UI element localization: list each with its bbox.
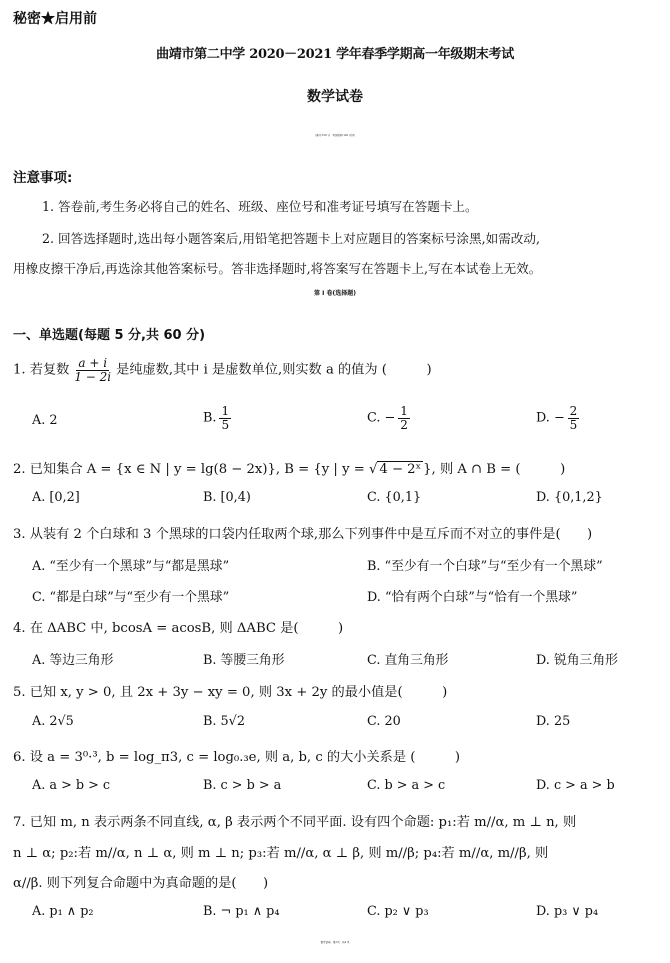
question-3: 3. 从装有 2 个白球和 3 个黑球的口袋内任取两个球,那么下列事件中是互斥而不对立的事件是( ) — [13, 527, 593, 542]
question-2 — [13, 458, 565, 477]
q1-b-num: 1 — [221, 404, 230, 418]
q6-option-c: C. b > a > c — [367, 778, 446, 793]
q1-b-fraction — [219, 405, 231, 431]
q2-option-c: C. {0,1} — [367, 490, 422, 505]
page-footer: 数学试卷 · 第1页 · 共4 页 — [320, 941, 350, 944]
q5-option-a: A. 2√5 — [32, 714, 74, 729]
section-title: 一、单选题(每题 5 分,共 60 分) — [13, 328, 206, 343]
exam-title: 曲靖市第二中学 2020－2021 学年春季学期高一年级期末考试 — [156, 47, 514, 62]
notice-item-2-line-2: 用橡皮擦干净后,再选涂其他答案标号。答非选择题时,将答案写在答题卡上,写在本试卷上无效。 — [13, 261, 542, 276]
q1-prefix: 1. 若复数 — [13, 362, 70, 378]
question-4: 4. 在 ΔABC 中, bcosA = acosB, 则 ΔABC 是( ) — [13, 621, 344, 636]
q1-option-a: A. 2 — [32, 413, 58, 428]
q1-option-c — [367, 405, 413, 431]
q1-option-b — [203, 405, 234, 431]
exam-subtitle: 数学试卷 — [307, 89, 363, 105]
q1-d-den: 5 — [569, 417, 578, 432]
q6-option-b: B. c > b > a — [203, 778, 282, 793]
q6-option-a: A. a > b > c — [32, 778, 111, 793]
q1-option-d — [536, 405, 582, 431]
q1-frac-numerator: a + i — [78, 356, 108, 370]
q1-c-num: 1 — [400, 404, 408, 418]
q1-suffix: 是纯虚数,其中 i 是虚数单位,则实数 a 的值为 ( ) — [116, 362, 432, 378]
q1-d-fraction — [568, 405, 580, 431]
q5-option-d: D. 25 — [536, 714, 571, 729]
sqrt-symbol: √ — [368, 462, 378, 477]
q4-option-b: B. 等腰三角形 — [203, 653, 285, 668]
part-title: 第 I 卷(选择题) — [314, 290, 356, 297]
q2-text-a: 2. 已知集合 A = {x ∈ N | y = lg(8 − 2x)}, B = {y | y = — [13, 462, 369, 477]
q1-c-den: 2 — [400, 417, 408, 432]
q7-option-d: D. p₃ ∨ p₄ — [536, 904, 599, 919]
q3-option-d: D. “恰有两个白球”与“恰有一个黑球” — [367, 590, 578, 605]
question-1 — [13, 357, 432, 383]
notice-item-2-line-1: 2. 回答选择题时,选出每小题答案后,用铅笔把答题卡上对应题目的答案标号涂黑,如需改动, — [42, 231, 541, 246]
q1-b-den: 5 — [221, 417, 230, 432]
question-6: 6. 设 a = 3⁰·³, b = log_π3, c = log₀.₃e, 则 a, b, c 的大小关系是 ( ) — [13, 750, 461, 765]
q2-sqrt-content: 4 − 2ˣ — [379, 462, 422, 477]
question-7-line-3: α//β. 则下列复合命题中为真命题的是( ) — [13, 876, 269, 891]
q1-frac-denominator: 1 − 2i — [74, 369, 112, 384]
q6-option-d: D. c > a > b — [536, 778, 615, 793]
exam-meta: （满分:150 分 考试时间:120 分钟） — [313, 134, 357, 137]
confidential-label: 秘密★启用前 — [13, 11, 97, 27]
q1-b-label: B. — [203, 410, 217, 426]
q7-option-a: A. p₁ ∧ p₂ — [32, 904, 94, 919]
q2-text-b: }, 则 A ∩ B = ( ) — [423, 462, 566, 477]
q5-option-b: B. 5√2 — [203, 714, 245, 729]
notice-heading: 注意事项: — [13, 170, 73, 186]
q7-option-b: B. ¬ p₁ ∧ p₄ — [203, 904, 280, 919]
question-7-line-1: 7. 已知 m, n 表示两条不同直线, α, β 表示两个不同平面. 设有四个命题: p₁:若 m//α, m ⊥ n, 则 — [13, 815, 577, 830]
q1-d-num: 2 — [569, 404, 578, 418]
q4-option-a: A. 等边三角形 — [32, 653, 114, 668]
q4-option-c: C. 直角三角形 — [367, 653, 449, 668]
q3-option-a: A. “至少有一个黑球”与“都是黑球” — [32, 559, 230, 574]
q2-option-b: B. [0,4) — [203, 490, 251, 505]
q1-fraction — [72, 357, 113, 383]
q2-option-a: A. [0,2] — [32, 490, 80, 505]
q5-option-c: C. 20 — [367, 714, 401, 729]
q7-option-c: C. p₂ ∨ p₃ — [367, 904, 429, 919]
q1-c-label: C. − — [367, 410, 396, 426]
q2-option-d: D. {0,1,2} — [536, 490, 603, 505]
q3-option-b: B. “至少有一个白球”与“至少有一个黑球” — [367, 559, 603, 574]
notice-item-1: 1. 答卷前,考生务必将自己的姓名、班级、座位号和准考证号填写在答题卡上。 — [42, 199, 478, 214]
q1-d-label: D. − — [536, 410, 565, 426]
question-7-line-2: n ⊥ α; p₂:若 m//α, n ⊥ α, 则 m ⊥ n; p₃:若 m//α, α ⊥ β, 则 m//β; p₄:若 m//α, m//β, 则 — [13, 846, 549, 861]
q4-option-d: D. 锐角三角形 — [536, 653, 618, 668]
question-5: 5. 已知 x, y > 0, 且 2x + 3y − xy = 0, 则 3x + 2y 的最小值是( ) — [13, 685, 448, 700]
q1-c-fraction — [398, 405, 410, 431]
q3-option-c: C. “都是白球”与“至少有一个黑球” — [32, 590, 230, 605]
